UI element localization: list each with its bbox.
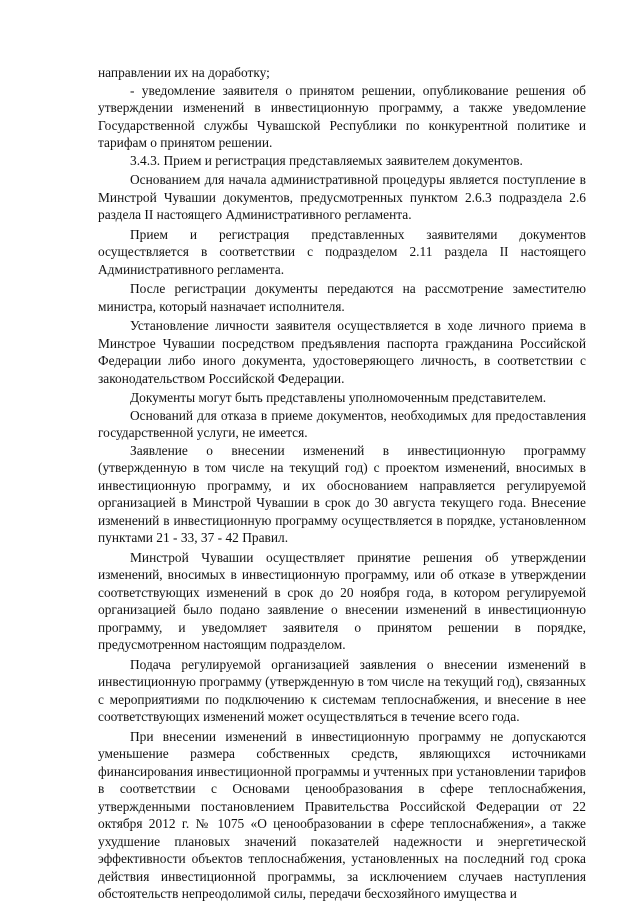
paragraph-8: Документы могут быть представлены уполномоченным представителем.	[130, 390, 547, 405]
document-page	[98, 64, 586, 903]
paragraph-5: Прием и регистрация представленных заявителями документов осуществляется в соответствии с подразделом 2.11 раздела II настоящего Административного регламента.	[98, 226, 586, 277]
paragraph-13: При внесении изменений в инвестиционную программу не допускаются уменьшение размера собственных средств, являющихся источниками финансирования инвестиционной программы и учтенных при установлении тарифов в соответствии с Основами ценообразования в сфере теплоснабжения, утвержденными постановлением Правительства Российской Федерации от 22 октября 2012 г. № 1075 «О ценообразовании в сфере теплоснабжения», а также ухудшение плановых значений показателей надежности и энергетической эффективности объектов теплоснабжения, установленных на последний год срока действия инвестиционной программы, за исключением случаев наступления обстоятельств непреодолимой силы, передачи бесхозяйного имущества и	[98, 728, 586, 901]
paragraph-7: Установление личности заявителя осуществляется в ходе личного приема в Минстрое Чувашии посредством предъявления паспорта гражданина Российской Федерации либо иного документа, удостоверяющего личность, в соответствии с законодательством Российской Федерации.	[98, 318, 586, 386]
paragraph-2: - уведомление заявителя о принятом решении, опубликование решения об утверждении изменений в инвестиционную программу, а также уведомление Государственной службы Чувашской Республики по конкурентной политике и тарифам о принятом решении.	[98, 82, 586, 150]
paragraph-1: направлении их на доработку;	[98, 65, 270, 80]
paragraph-11: Минстрой Чувашии осуществляет принятие решения об утверждении изменений, вносимых в инвестиционную программу, или об отказе в утверждении соответствующих изменений в срок до 20 ноября года, в котором регулируемой организацией было подано заявление о внесении изменений в инвестиционную программу, и уведомляет заявителя о принятом решении в порядке, предусмотренном настоящим подразделом.	[98, 549, 586, 652]
paragraph-6: После регистрации документы передаются на рассмотрение заместителю министра, который назначает исполнителя.	[98, 281, 586, 314]
paragraph-12: Подача регулируемой организацией заявления о внесении изменений в инвестиционную программу (утвержденную в том числе на текущий год), связанных с мероприятиями по подключению к системам теплоснабжения, и внесение в нее соответствующих изменений может осуществляться в течение всего года.	[98, 656, 586, 724]
paragraph-4: Основанием для начала административной процедуры является поступление в Минстрой Чувашии документов, предусмотренных пунктом 2.6.3 подраздела 2.6 раздела II настоящего Административного регламента.	[98, 172, 586, 222]
paragraph-3: 3.4.3. Прием и регистрация представляемых заявителем документов.	[130, 152, 523, 168]
paragraph-10: Заявление о внесении изменений в инвестиционную программу (утвержденную в том числе на текущий год) с проектом изменений, вносимых в инвестиционную программу, и их обоснованием направляется регулируемой организацией в Минстрой Чувашии в срок до 30 августа текущего года. Внесение изменений в инвестиционную программу осуществляется в порядке, установленном пунктами 21 - 33, 37 - 42 Правил.	[98, 442, 586, 545]
paragraph-9: Оснований для отказа в приеме документов, необходимых для предоставления государственной услуги, не имеется.	[98, 407, 586, 440]
